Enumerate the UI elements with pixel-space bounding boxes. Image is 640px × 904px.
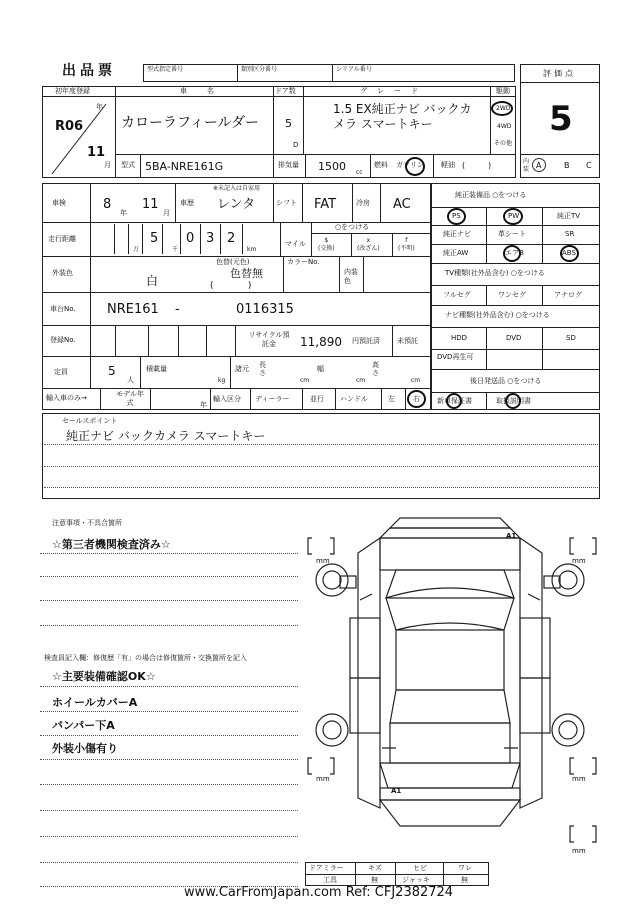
notes-line	[40, 735, 298, 736]
mile-opt-1: $ (交換)	[318, 237, 335, 252]
divider	[542, 207, 543, 263]
history-label: 車歴	[180, 199, 194, 207]
later-title: 後日発送品 ○をつける	[470, 377, 542, 385]
divider	[542, 327, 543, 349]
mileage-digit-5: 3	[206, 231, 215, 246]
length-label: 長さ	[259, 361, 266, 377]
notes-line	[40, 836, 298, 837]
mm-unit-fl: mm	[316, 557, 330, 565]
doors-label: ドア数	[275, 87, 296, 95]
year-unit: 年	[96, 103, 103, 111]
damage-mark-rear: A1	[391, 787, 402, 795]
equip-abs-circle	[560, 245, 579, 262]
divider	[405, 388, 406, 410]
equip-aw: 純正AW	[443, 249, 469, 257]
divider	[140, 154, 141, 178]
divider	[273, 183, 274, 222]
equip-sr: SR	[565, 230, 575, 238]
tv-title: TV種類(社外品含む) ○をつける	[445, 269, 545, 277]
divider	[542, 285, 543, 305]
handle-label: ハンドル	[340, 395, 368, 403]
chassis-number: 0116315	[236, 302, 294, 317]
color-change-paren: ( )	[210, 281, 252, 291]
width-unit: cm	[356, 377, 366, 384]
inspection-year-unit: 年	[120, 209, 127, 217]
divider	[490, 86, 491, 154]
notes-line	[40, 553, 298, 554]
divider	[230, 356, 231, 388]
notes-line	[40, 711, 298, 712]
divider	[486, 207, 487, 263]
shift-label: シフト	[276, 199, 297, 207]
divider	[140, 356, 141, 388]
inspector-item-3: バンパー下A	[52, 719, 115, 732]
watermark: www.CarFromJapan.com Ref: CFJ2382724	[184, 885, 454, 900]
equip-pw-circle	[503, 208, 523, 225]
car-name: カローラフィールダー	[121, 115, 260, 131]
equip-pw: PW	[508, 212, 520, 220]
divider	[311, 222, 312, 256]
length-unit: cm	[300, 377, 310, 384]
equip-title: 純正装備品 ○をつける	[455, 191, 527, 199]
color-change-label: 色替(元色)	[216, 258, 250, 266]
divider	[431, 225, 600, 226]
model-label: 型式	[121, 161, 135, 169]
model-year-unit: 年	[200, 401, 207, 409]
drive-label: 駆動	[496, 87, 510, 95]
inspection-month-unit: 月	[163, 209, 170, 217]
notes-line	[40, 576, 298, 577]
later-manual: 取扱説明書	[496, 397, 531, 405]
mm-unit-rl: mm	[316, 775, 330, 783]
notes-line	[40, 759, 298, 760]
later-manual-circle	[505, 393, 521, 409]
notes-line	[40, 600, 298, 601]
divider	[42, 356, 431, 357]
color-no-label: カラーNo.	[287, 258, 320, 266]
divider	[431, 369, 600, 370]
cond-tool-value: 無	[371, 876, 378, 884]
chassis-dash: -	[175, 302, 180, 317]
cond-header-2: キズ	[368, 864, 382, 872]
height-label: 高さ	[372, 361, 379, 377]
mileage-digit-4: 0	[186, 231, 195, 246]
divider	[355, 862, 356, 886]
divider	[311, 233, 431, 234]
notes-line	[40, 784, 298, 785]
displacement-value: 1500	[318, 160, 346, 173]
recycle-unpaid: 未預託	[397, 337, 418, 345]
divider	[486, 327, 487, 349]
shift-value: FAT	[314, 197, 337, 212]
divider	[273, 154, 274, 178]
mileage-digits	[100, 224, 260, 254]
divider	[433, 154, 434, 178]
notes-line	[40, 625, 298, 626]
divider	[443, 862, 444, 886]
ac-label: 冷房	[356, 199, 370, 207]
tv-analog: アナログ	[554, 291, 582, 299]
first-reg-month: 11	[87, 145, 106, 160]
divider	[115, 154, 516, 155]
height-unit: cm	[411, 377, 421, 384]
divider	[175, 183, 176, 222]
first-reg-label: 初年度登録	[55, 87, 90, 95]
navi-dvd: DVD	[506, 334, 522, 342]
fuel-diesel: 軽油	[441, 161, 455, 169]
import-parallel: 並行	[310, 395, 324, 403]
kg-unit: kg	[218, 377, 226, 384]
month-unit: 月	[104, 161, 111, 169]
divider	[305, 874, 489, 875]
notes-line	[40, 810, 298, 811]
score-value: 5	[549, 99, 573, 139]
divider	[370, 154, 371, 178]
handle-right: 右	[413, 395, 420, 403]
sales-line	[44, 487, 598, 488]
divider	[380, 183, 381, 222]
mileage-digit-3: 5	[150, 231, 159, 246]
equip-navi: 純正ナビ	[443, 230, 471, 238]
capacity-unit: 人	[127, 376, 134, 384]
history-value: レンタ	[217, 197, 256, 212]
cond-jack-value: 無	[461, 876, 468, 884]
drive-2wd: 2WD	[496, 105, 511, 112]
equip-tv: 純正TV	[557, 212, 581, 220]
divider	[520, 82, 600, 83]
grade-label: グレード	[360, 87, 428, 95]
model-year-label: モデル年式	[116, 390, 144, 407]
tv-oneseg: ワンセグ	[498, 291, 526, 299]
doors-unit: D	[293, 141, 299, 149]
divider	[280, 222, 281, 256]
tv-fullseg: フルセグ	[443, 291, 471, 299]
divider	[210, 388, 211, 410]
sen-unit: 千	[172, 246, 179, 253]
inspection-year: 8	[103, 197, 112, 212]
km-unit: km	[247, 246, 257, 253]
interior-c: C	[586, 161, 592, 170]
chassis-label: 車台No.	[50, 305, 76, 313]
divider	[431, 327, 600, 328]
later-warranty: 新車保証書	[437, 397, 472, 405]
divider	[486, 285, 487, 305]
divider	[363, 256, 364, 292]
first-reg-era: R06	[55, 119, 84, 134]
sales-line	[44, 444, 598, 445]
capacity-value: 5	[108, 364, 116, 378]
divider	[250, 388, 251, 410]
sales-line	[44, 466, 598, 467]
handle-left: 左	[388, 395, 395, 403]
divider	[431, 305, 600, 306]
divider	[42, 222, 431, 223]
fuel-label: 燃料	[374, 161, 388, 169]
cc-unit: cc	[356, 169, 363, 176]
cond-jack-label: ジャッキ	[402, 876, 430, 884]
grade-value: 1.5 EX純正ナビ バックカメラ スマートキー	[333, 102, 472, 131]
divider	[332, 64, 333, 82]
mile-opt-3: f (不明)	[398, 237, 415, 252]
divider	[90, 183, 91, 388]
navi-sd: SD	[566, 334, 576, 342]
interior-label: 内装	[523, 158, 530, 173]
man-unit: 万	[133, 246, 140, 253]
divider	[351, 233, 352, 256]
cond-header-3: ヒビ	[413, 864, 427, 872]
ac-value: AC	[393, 197, 411, 212]
divider	[237, 64, 238, 82]
inspection-label: 車検	[52, 199, 66, 207]
fuel-circle	[405, 157, 425, 176]
inspector-label: 検査員記入欄：修復歴「有」の場合は修復箇所・交換箇所を記入	[44, 654, 247, 662]
mile-label: マイル	[285, 240, 306, 248]
dims-label: 諸元	[235, 365, 249, 373]
divider	[303, 86, 304, 154]
model-code-label: 型式指定番号	[147, 66, 184, 73]
inspector-item-1: ☆主要装備確認OK☆	[52, 670, 156, 683]
divider	[302, 183, 303, 222]
navi-hdd: HDD	[451, 334, 468, 342]
divider	[42, 292, 431, 293]
equip-ps: PS	[452, 212, 461, 220]
drive-other: その他	[494, 140, 513, 147]
class-code-label: 類別区分番号	[241, 66, 278, 73]
mileage-digit-6: 2	[227, 231, 236, 246]
mm-unit-fr: mm	[572, 557, 586, 565]
damage-mark-front: A1	[506, 532, 517, 540]
score-label: 評価点	[543, 69, 576, 78]
interior-color-label: 内装色	[344, 268, 358, 285]
drive-2wd-circle	[491, 101, 513, 116]
interior-b: B	[564, 161, 570, 170]
notes-line	[40, 686, 298, 687]
handle-right-circle	[407, 390, 426, 408]
divider	[273, 86, 274, 154]
dvd-playback: DVD再生可	[437, 353, 474, 361]
equip-abs: ABS	[562, 249, 576, 257]
car-name-label: 車名	[180, 87, 234, 95]
divider	[392, 233, 393, 256]
displacement-label: 排気量	[278, 161, 299, 169]
mile-opt-2: x (改ざん)	[357, 237, 380, 252]
divider	[150, 388, 151, 410]
inspector-item-2: ホイールカバーA	[52, 696, 138, 709]
divider	[381, 388, 382, 410]
notes-line-1: ☆第三者機関検査済み☆	[52, 538, 171, 551]
serial-label: シリアル番号	[336, 66, 372, 73]
model-value: 5BA-NRE161G	[145, 160, 224, 173]
equip-airbag-circle	[503, 245, 521, 262]
divider	[542, 349, 543, 369]
equip-leather: 革シート	[498, 230, 526, 238]
mile-circle-label: ○をつける	[335, 223, 370, 231]
recycle-paid: 円預託済	[352, 337, 380, 345]
load-label: 積載量	[146, 365, 167, 373]
import-type-label: 輸入区分	[213, 395, 241, 403]
exterior-color: 白	[146, 274, 159, 288]
equip-ps-circle	[447, 208, 466, 225]
inspection-month: 11	[142, 197, 159, 212]
fuel-paren: ( )	[462, 161, 492, 170]
cond-header-1: ドアミラー	[309, 864, 344, 872]
import-dealer: ディーラー	[255, 395, 290, 403]
divider	[100, 388, 101, 410]
sales-text: 純正ナビ バックカメラ スマートキー	[66, 429, 266, 443]
cond-header-4: ワレ	[458, 864, 472, 872]
divider	[335, 388, 336, 410]
doors-value: 5	[285, 117, 292, 130]
divider	[431, 349, 600, 350]
divider	[431, 285, 600, 286]
width-label: 幅	[317, 365, 324, 373]
navi-title: ナビ種類(社外品含む) ○をつける	[445, 311, 550, 319]
divider	[486, 392, 487, 410]
inspector-item-4: 外装小傷有り	[52, 742, 118, 755]
sales-label: セールスポイント	[62, 417, 118, 425]
color-label: 外装色	[52, 269, 73, 277]
divider	[392, 325, 393, 356]
fuel-gasoline: ガソリン	[396, 161, 424, 169]
divider	[431, 263, 600, 264]
divider	[339, 256, 340, 292]
recycle-label: リサイクル預託金	[248, 331, 290, 348]
cond-tool-label: 工具	[323, 876, 337, 884]
chassis-prefix: NRE161	[107, 302, 159, 317]
divider	[302, 388, 303, 410]
later-warranty-circle	[446, 393, 462, 409]
mileage-label: 走行距離	[48, 235, 76, 243]
mm-unit-rr: mm	[572, 775, 586, 783]
color-change: 色替無	[230, 267, 263, 280]
interior-a: A	[536, 161, 542, 170]
interior-a-circle	[532, 158, 546, 172]
mm-unit-spare: mm	[572, 847, 586, 855]
recycle-fee: 11,890	[300, 335, 342, 349]
form-title: 出品票	[62, 63, 116, 79]
equip-airbag: エアB	[505, 249, 524, 257]
header-code-box	[143, 64, 515, 82]
history-note: ※未記入は自家用	[213, 185, 261, 192]
divider	[42, 256, 431, 257]
notes-line	[40, 862, 298, 863]
divider	[395, 862, 396, 886]
divider	[486, 349, 487, 369]
registration-cells	[90, 325, 236, 356]
import-label: 輸入車のみ→	[46, 394, 87, 402]
registration-label: 登録No.	[50, 336, 76, 344]
divider	[352, 183, 353, 222]
divider	[283, 256, 284, 292]
divider	[305, 154, 306, 178]
capacity-label: 定員	[54, 368, 68, 376]
drive-4wd: 4WD	[497, 123, 512, 130]
notes-label: 注意事項・不具合箇所	[52, 519, 122, 527]
